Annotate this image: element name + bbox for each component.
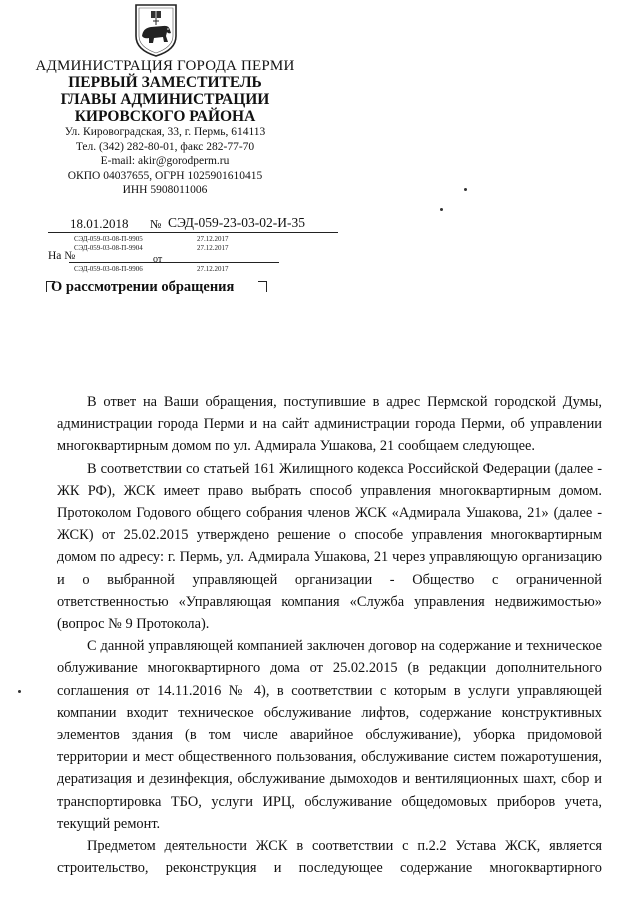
incoming-ref-number: СЭД-059-03-08-П-9906: [74, 265, 143, 273]
scan-speck: [440, 208, 443, 211]
reference-label: На №: [48, 250, 76, 262]
number-sign: №: [150, 217, 162, 231]
scan-speck: [464, 188, 467, 191]
phone-line: Тел. (342) 282-80-01, факс 282-77-70: [75, 140, 255, 153]
incoming-ref-date: 27.12.2017: [197, 244, 229, 252]
subject-bracket-right: [258, 281, 267, 292]
incoming-ref-date: 27.12.2017: [197, 265, 229, 273]
okpo-ogrn-line: ОКПО 04037655, ОГРН 1025901610415: [67, 169, 263, 182]
incoming-ref-date: 27.12.2017: [197, 235, 229, 243]
official-title-line-3: КИРОВСКОГО РАЙОНА: [74, 108, 256, 125]
official-title-line-2: ГЛАВЫ АДМИНИСТРАЦИИ: [60, 91, 270, 108]
email-line: E-mail: akir@gorodperm.ru: [100, 155, 230, 167]
scan-speck: [18, 690, 21, 693]
body-paragraph: С данной управляющей компанией заключен договор на содержание и техническое облуживание многоквартирного дома от 25.02.2015 (в редакции дополнительного соглашения от 14.11.2016 № 4), в соответствии с которым в услуги управляющей компании входит техническое обслуживание лифтов, содержание конструктивных элементов здания (в том числе аварийное обслуживание), уборка придомовой территории и мест общественного пользования, обслуживание систем пожаротушения, дератизация и дезинфекция, обслуживание дымоходов и вентиляционных шахт, сбор и транспортировка ТБО, услуги ИРЦ, обслуживание общедомовых приборов учета, текущий ремонт.: [57, 638, 602, 832]
coat-of-arms-icon: [133, 2, 179, 58]
reference-from-label: от: [153, 254, 163, 265]
reference-underline: [69, 262, 279, 263]
incoming-ref-number: СЭД-059-03-08-П-9904: [74, 244, 143, 252]
address-line: Ул. Кировоградская, 33, г. Пермь, 614113: [64, 126, 266, 138]
outgoing-number: СЭД-059-23-03-02-И-35: [168, 215, 305, 230]
letterhead: [20, 58, 310, 198]
outgoing-date: 18.01.2018: [70, 216, 129, 231]
body-paragraph: В ответ на Ваши обращения, поступившие в адрес Пермской городской Думы, администрации города Перми и на сайт администрации города Перми, об управлении многоквартирным домом по ул. Адмирала Ушакова, 21 сообщаем следующее.: [57, 394, 602, 455]
letter-subject: О рассмотрении обращения: [51, 279, 235, 295]
body-paragraph: В соответствии со статьей 161 Жилищного кодекса Российской Федерации (далее - ЖК РФ), ЖСК имеет право выбрать способ управления многоквартирным домом. Протоколом Годового общего собрания членов ЖСК «Адмирала Ушакова, 21» (далее - ЖСК) от 25.02.2015 утверждено решение о способе управления многоквартирным домом по адресу: г. Пермь, ул. Адмирала Ушакова, 21 через управляющую организацию и о выбранной управляющей организации - Общество с ограниченной ответственностью «Управляющая компания «Служба управления недвижимостью» (вопрос № 9 Протокола).: [57, 460, 602, 633]
inn-line: ИНН 5908011006: [122, 184, 208, 196]
registration-underline: [48, 232, 338, 233]
incoming-ref-number: СЭД-059-03-08-П-9905: [74, 235, 143, 243]
organization-name: АДМИНИСТРАЦИЯ ГОРОДА ПЕРМИ: [35, 58, 295, 74]
letter-body: [57, 391, 602, 879]
official-title-line-1: ПЕРВЫЙ ЗАМЕСТИТЕЛЬ: [68, 74, 262, 91]
body-paragraph: Предметом деятельности ЖСК в соответствии с п.2.2 Устава ЖСК, является строительство, реконструкция и последующее содержание многоквартирного: [57, 838, 602, 877]
